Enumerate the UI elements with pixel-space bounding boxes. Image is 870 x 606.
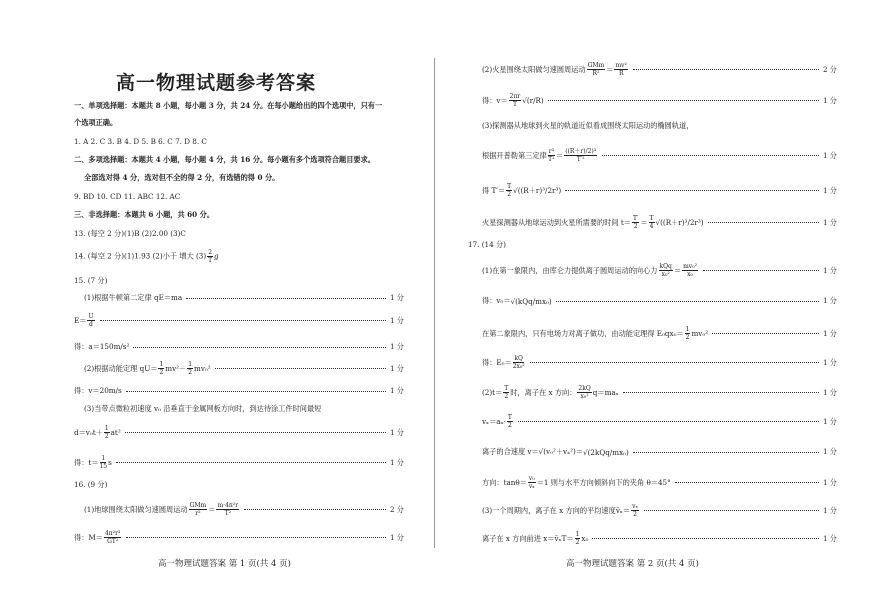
- page-title: 高一物理试题参考答案: [115, 72, 316, 94]
- q15-step-3: 得：a＝150m/s² 1 分: [74, 342, 404, 351]
- section2-answers: 9. BD 10. CD 11. ABC 12. AC: [74, 192, 181, 201]
- q16-step-2: 得：M＝ $\frac{\text{4π²r³}}{\text{GT²}}$ 1 分: [74, 530, 404, 545]
- page-footer: 高一物理试题答案 第 1 页(共 4 页): [158, 559, 291, 569]
- q16-heading: 16. (9 分): [74, 480, 108, 489]
- q15-step-7: d＝v₀t＋ $\frac{1}{2}$ at² 1 分: [74, 425, 404, 440]
- q15-step-5: 得：v＝20m/s 1 分: [74, 386, 404, 395]
- q17-step-4: 得：E₀＝ $\frac{kQ}{\text{2x₀²}}$ 1 分: [482, 355, 837, 370]
- q17-heading: 17. (14 分): [468, 240, 506, 249]
- section1-answers: 1. A 2. C 3. B 4. D 5. B 6. C 7. D 8. C: [74, 137, 207, 146]
- q16-step-1: (1)地球围绕太阳做匀速圆周运动 $\frac{\text{GMm}}{\text{r²}}$ ＝ $\frac{\text{m·4π²r}}{\text{T²}}$ 2 分: [84, 502, 404, 517]
- q17-step-8: 方向：tanθ＝ $\frac{\text{v₀}}{\text{vₓ}}$ ＝1 则与水平方向倾斜向下的夹角 θ＝45° 1 分: [482, 475, 837, 490]
- page-divider: [434, 58, 435, 548]
- q17-step-1: (1)在第一象限内，由库仑力提供离子圆周运动的向心力 $\frac{\text{kQq}}{\text{x₀²}}$ ＝ $\frac{\text{mv₀²}}{\text{x₀}}$ 1 分: [482, 263, 837, 278]
- q15-step-1: (1)根据牛顿第二定律 qE＝ma 1 分: [84, 293, 404, 302]
- q16-step-6: 根据开普勒第三定律 $\frac{\text{r³}}{\text{T²}}$ ＝ $\frac{\text{((R＋r)/2)³}}{\text{T′²}}$ 1 分: [482, 148, 837, 163]
- q14-answer: 14. (每空 2 分)(1)1.93 (2)小于 增大 (3) $\frac{2}{T}$ g: [74, 249, 219, 264]
- q15-step-8: 得：t＝ $\frac{1}{15}$ s 1 分: [74, 455, 404, 470]
- q15-step-4: (2)根据动能定理 qU＝ $\frac{1}{2}$ mv²－ $\frac{1}{2}$ mv₀² 1 分: [84, 361, 404, 376]
- q16-step-4: 得：v＝ $\frac{2\pi r}{T}$ √(r/R) 1 分: [482, 93, 837, 108]
- answer-page-2: [438, 0, 870, 606]
- q15-step-6: (3)当带点微粒初速度 v₀ 沿垂直于金属网板方向时，到达待涂工件时间最短: [84, 404, 322, 413]
- answer-page-1: [0, 0, 432, 606]
- section1-heading-cont: 个选项正确。: [74, 118, 118, 127]
- q17-step-5: (2)t＝ $\frac{T}{2}$ 时，离子在 x 方向： $\frac{2kQ}{\text{x₀²}}$ q＝maₓ 1 分: [482, 385, 837, 400]
- section1-heading: 一、单项选择题：本题共 8 小题，每小题 3 分，共 24 分。在每小题给出的四个选项中，只有一: [74, 101, 383, 110]
- section2-heading: 二、多项选择题：本题共 4 小题，每小题 4 分，共 16 分。每小题有多个选项符合题目要求。: [74, 155, 375, 164]
- q15-heading: 15. (7 分): [74, 276, 108, 285]
- q17-step-7: 离子的合速度 v＝√(v₀²＋vₓ²)＝ √(2kQq/mx₀) 1 分: [482, 447, 837, 457]
- q17-step-3: 在第二象限内，只有电场力对离子做功，由动能定理得 E₀qx₀＝ $\frac{1}{2}$ mv₀² 1 分: [482, 326, 837, 341]
- q16-step-8: 火星探测器从地球运动到火星所需要的时间 t＝ $\frac{T'}{2}$ ＝ $\frac{T}{4}$ √((R＋r)³/2r³) 1 分: [482, 215, 837, 230]
- page-footer: 高一物理试题答案 第 2 页(共 4 页): [566, 559, 699, 569]
- q17-step-9: (3)一个周期内，离子在 x 方向的平均速度 v̄ₓ＝ $\frac{\text{vₓ}}{2}$ 1 分: [482, 503, 837, 518]
- q17-step-2: 得：v₀＝ √(kQq/mx₀) 1 分: [482, 296, 837, 306]
- q16-step-7: 得 T′＝ $\frac{T}{2}$ √((R＋r)³/2r³) 1 分: [482, 183, 837, 198]
- q17-step-6: vₓ＝aₓ· $\frac{T}{2}$ 1 分: [482, 414, 837, 429]
- section3-heading: 三、非选择题：本题共 6 小题，共 60 分。: [74, 210, 215, 219]
- section2-heading-cont: 全部选对得 4 分，选对但不全的得 2 分，有选错的得 0 分。: [84, 173, 280, 182]
- q16-step-3: (2)火星围绕太阳做匀速圆周运动 $\frac{\text{GMm}}{\text{R²}}$ ＝ $\frac{\text{mv²}}{R}$ 2 分: [482, 62, 837, 77]
- q13-answer: 13. (每空 2 分)(1)B (2)2.00 (3)C: [74, 229, 186, 238]
- q17-step-10: 离子在 x 方向前进 x＝v̄ₓT＝ $\frac{1}{2}$ x₀ 1 分: [482, 531, 837, 546]
- q16-step-5: (3)探测器从地球到火星的轨道近似看成围绕太阳运动的椭圆轨道，: [482, 121, 694, 130]
- q15-step-2: E＝ $\frac{U}{d}$ 1 分: [74, 313, 404, 328]
